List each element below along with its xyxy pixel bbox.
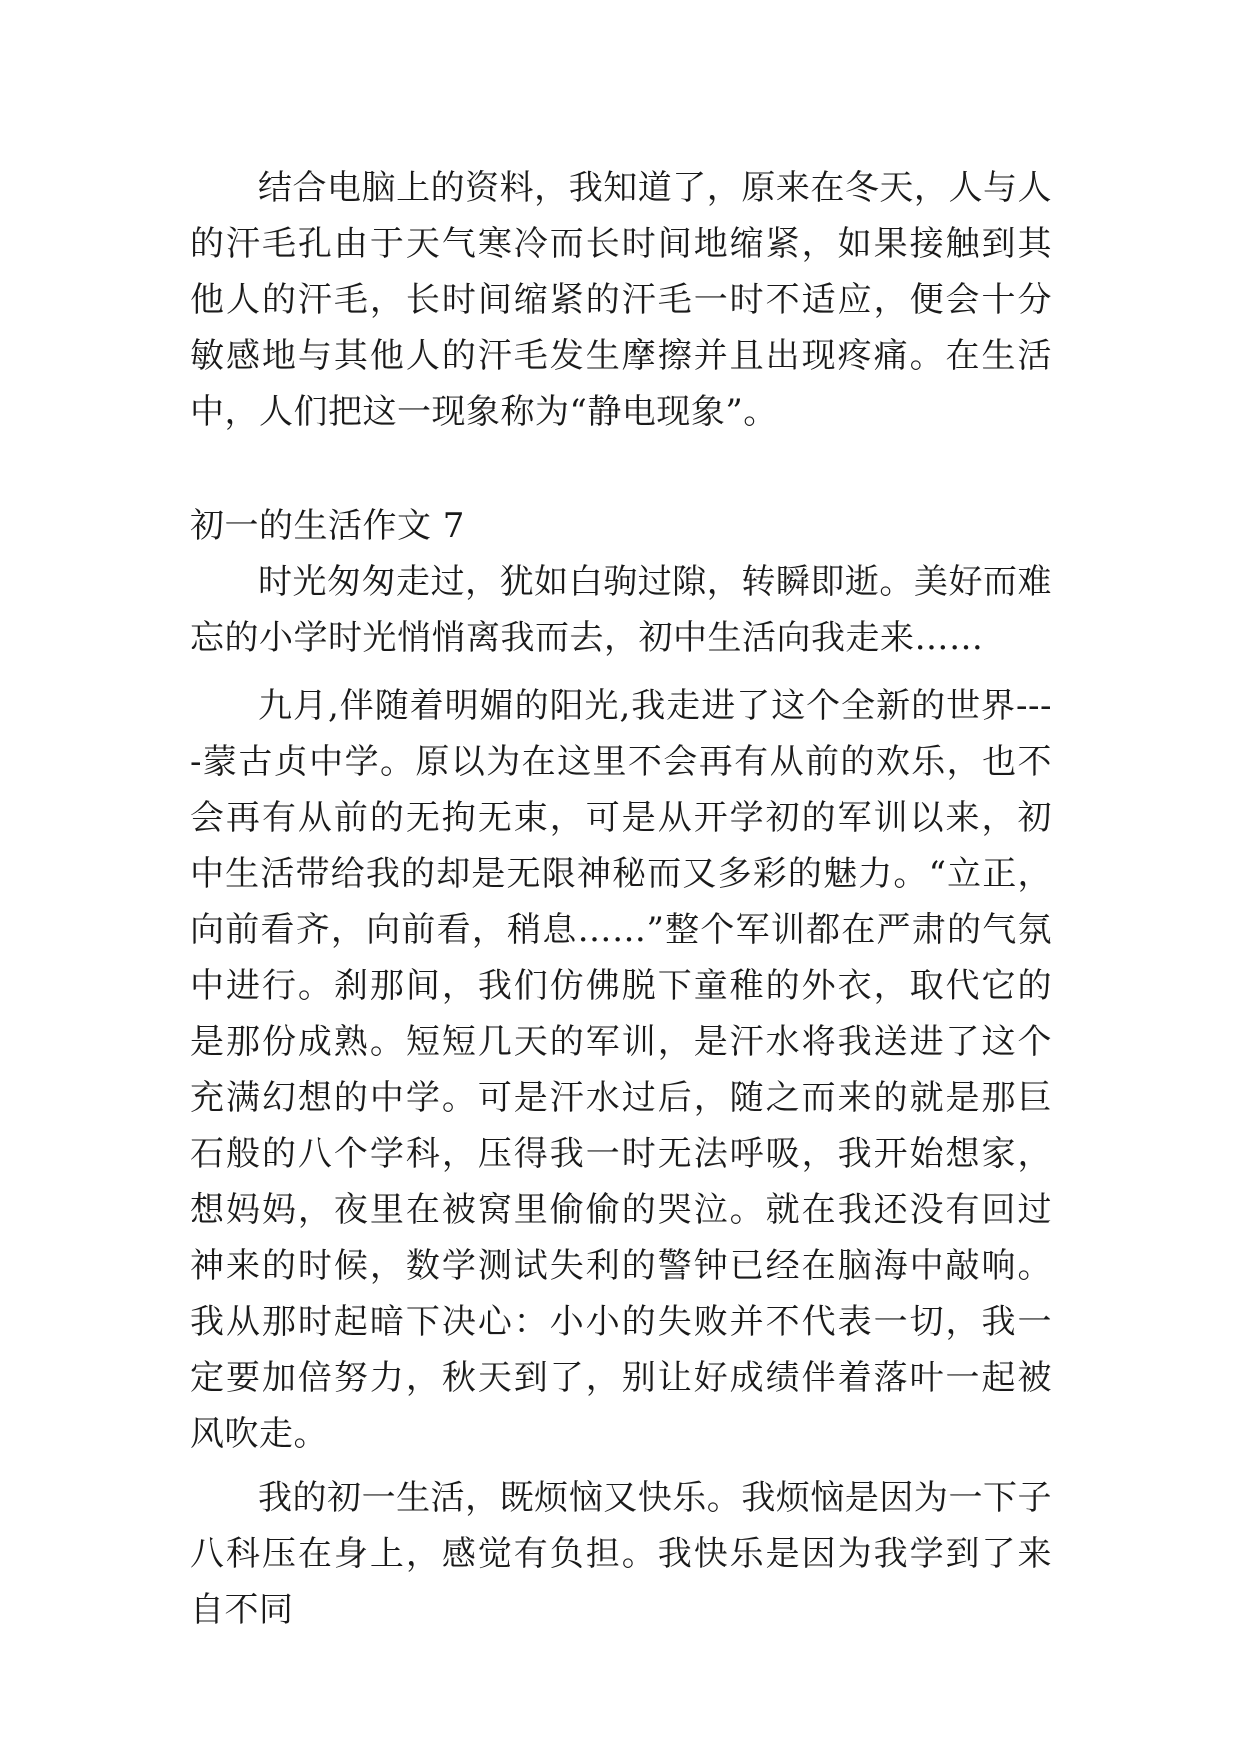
- paragraph-military-training: 九月,伴随着明媚的阳光,我走进了这个全新的世界----蒙古贞中学。原以为在这里不会再有从前的欢乐，也不会再有从前的无拘无束，可是从开学初的军训以来，初中生活带给我的却是无限神秘而又多彩的魅力。“立正，向前看齐，向前看，稍息……”整个军训都在严肃的气氛中进行。刹那间，我们仿佛脱下童稚的外衣，取代它的是那份成熟。短短几天的军训，是汗水将我送进了这个充满幻想的中学。可是汗水过后，随之而来的就是那巨石般的八个学科，压得我一时无法呼吸，我开始想家，想妈妈，夜里在被窝里偷偷的哭泣。就在我还没有回过神来的时候，数学测试失利的警钟已经在脑海中敲响。我从那时起暗下决心：小小的失败并不代表一切，我一定要加倍努力，秋天到了，别让好成绩伴着落叶一起被风吹走。: [190, 686, 1052, 1454]
- paragraph-static-electricity: 结合电脑上的资料，我知道了，原来在冬天，人与人的汗毛孔由于天气寒冷而长时间地缩紧，如果接触到其他人的汗毛，长时间缩紧的汗毛一时不适应，便会十分敏感地与其他人的汗毛发生摩擦并且出现疼痛。在生活中，人们把这一现象称为“静电现象”。: [190, 168, 1052, 432]
- paragraph-time-passing: 时光匆匆走过，犹如白驹过隙，转瞬即逝。美好而难忘的小学时光悄悄离我而去，初中生活向我走来……: [190, 562, 1052, 658]
- paragraph-first-year-life: 我的初一生活，既烦恼又快乐。我烦恼是因为一下子八科压在身上，感觉有负担。我快乐是因为我学到了来自不同: [190, 1478, 1052, 1630]
- section-heading: 初一的生活作文 7: [190, 506, 465, 546]
- document-body: [190, 160, 1052, 1638]
